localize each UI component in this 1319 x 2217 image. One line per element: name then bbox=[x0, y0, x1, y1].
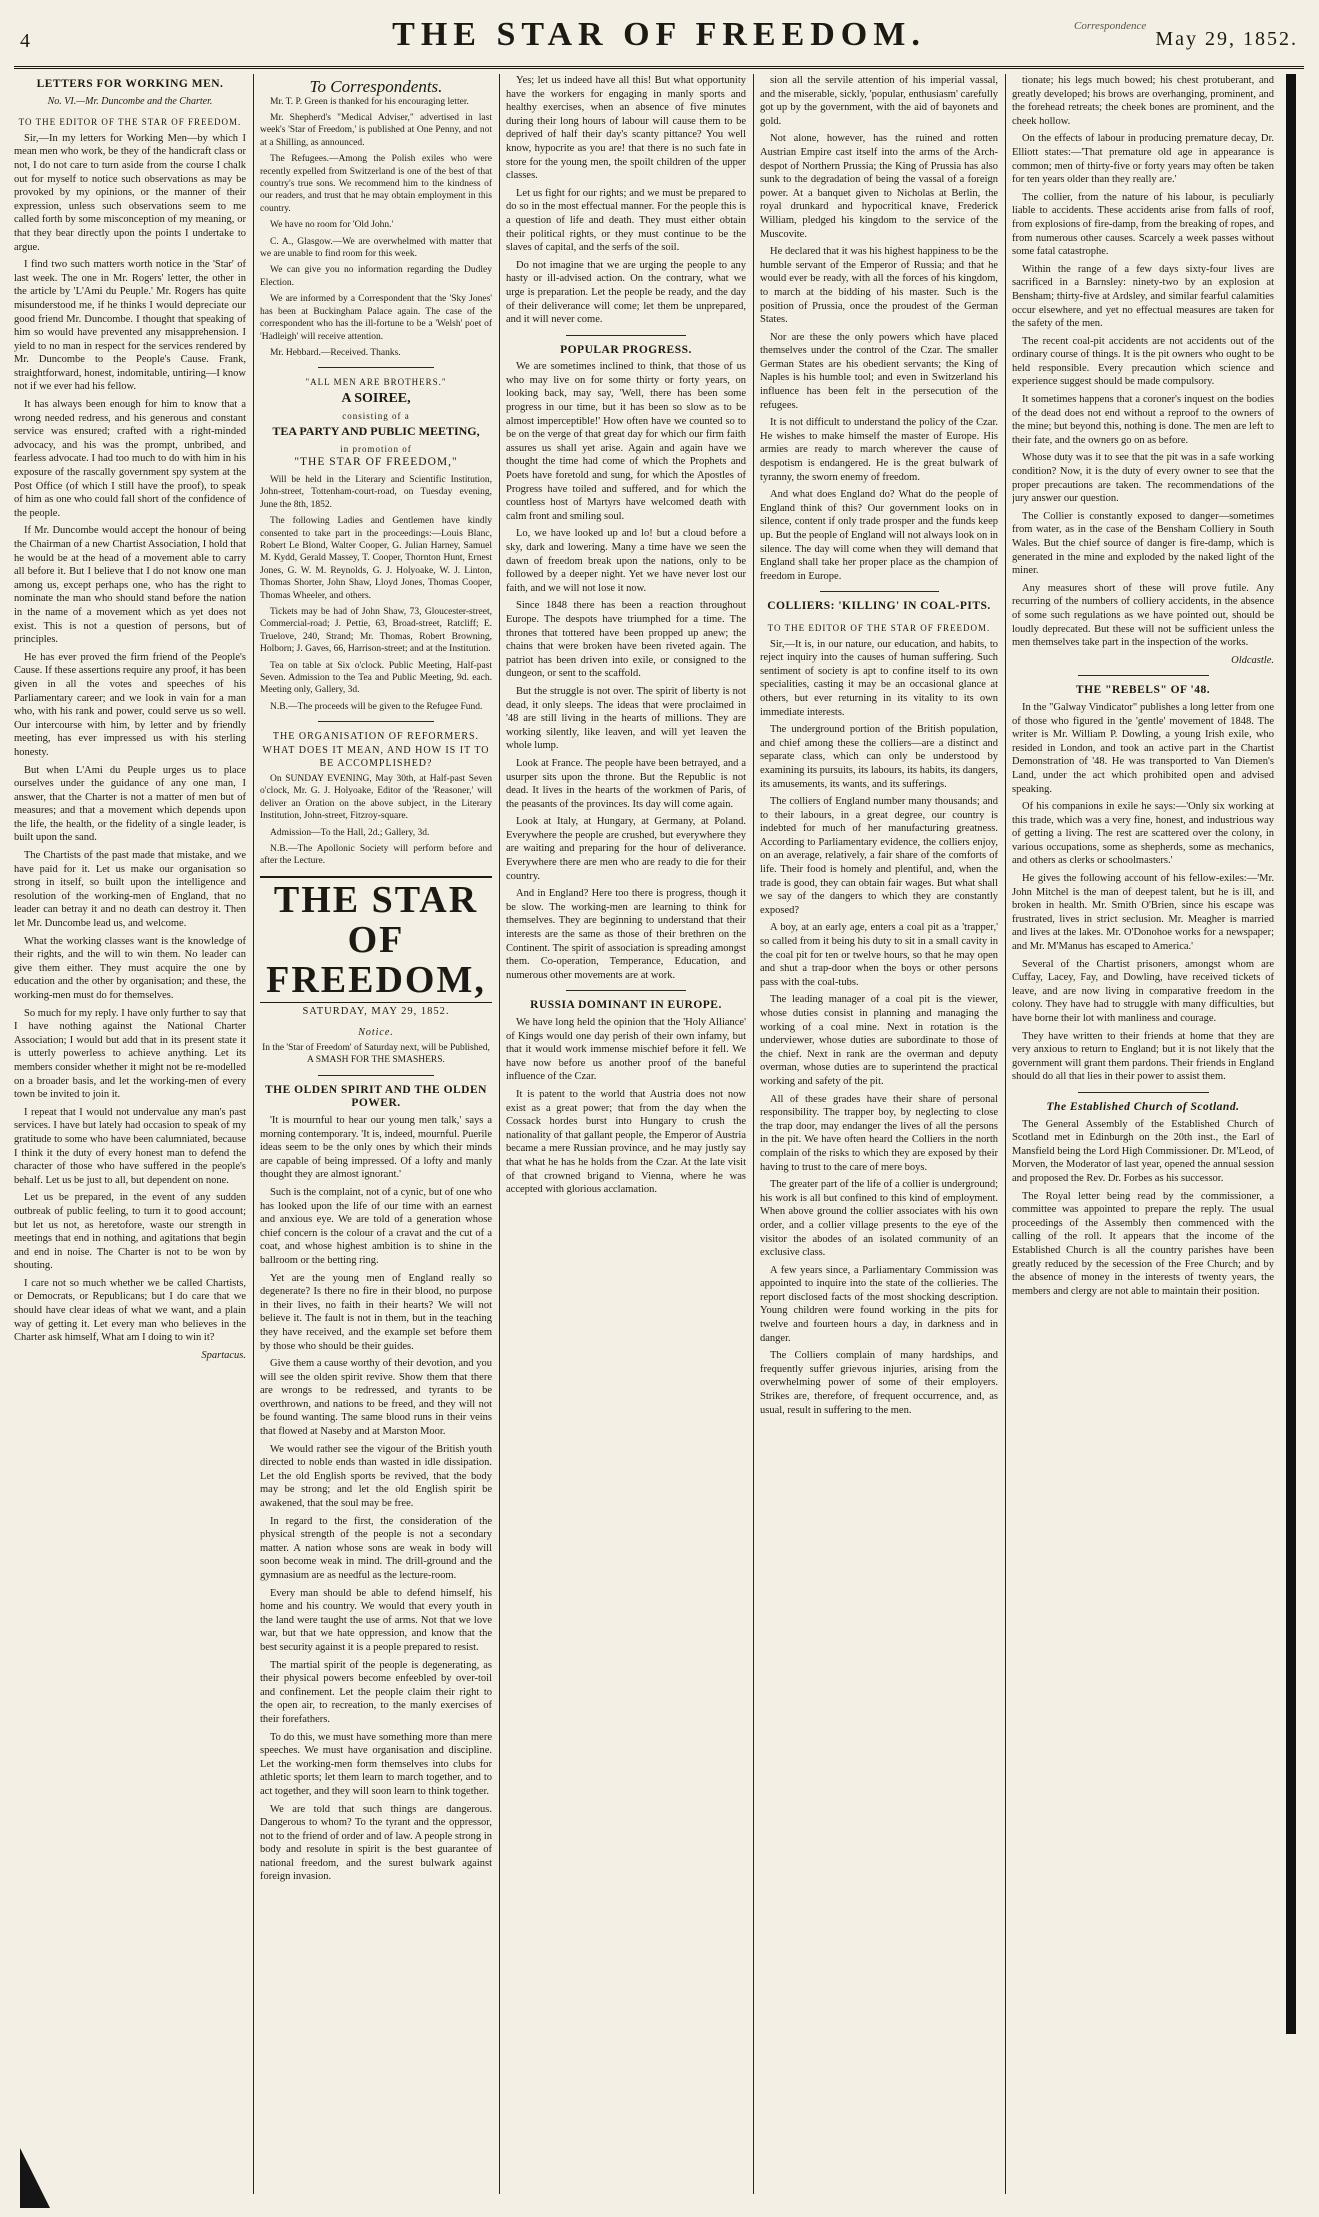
article-heading: RUSSIA DOMINANT IN EUROPE. bbox=[530, 999, 722, 1012]
column-rule bbox=[753, 74, 754, 2194]
divider bbox=[566, 990, 686, 991]
article-subheading: No. VI.—Mr. Duncombe and the Charter. bbox=[47, 95, 213, 107]
notice: We can give you no information regarding the Dudley Election. bbox=[260, 265, 492, 288]
paragraph: The underground portion of the British population, and chief among these the colliers—are a distinct and separate class, which can only be understood by examining its pursuits, its labours, its habits, its dangers, its amusements, its wants, and its sufferings. bbox=[760, 724, 998, 790]
paragraph: Such is the complaint, not of a cynic, but of one who has looked upon the life of our time with an earnest and anxious eye. We are told of a generation whose chief concern is the colour of a cravat and the cut of a coat, and whose highest ambition is to shine in the ballroom or the betting ring. bbox=[260, 1186, 492, 1266]
paragraph: Look at Italy, at Hungary, at Germany, at Poland. Everywhere the people are crushed, but everywhere they are waiting and preparing for the hour of deliverance. Everywhere there are men who are ready to die for their country. bbox=[506, 816, 746, 882]
divider bbox=[1078, 1092, 1209, 1093]
notice: Mr. T. P. Green is thanked for his encouraging letter. bbox=[270, 96, 469, 107]
paragraph: It has always been enough for him to know that a wrong needed redress, and his generous and constant service was ensured; crafted with a right-minded advocacy, and his was the prompt, unbribed, and fearless advocate. I had too much to do with him in his exposure of the rascally government spy system at the Post Office (of which I still have the proof), to speak of him as one who could fall short of the confidence of the people. bbox=[14, 399, 246, 519]
paragraph: It is patent to the world that Austria does not now exist as a great power; that from the day when the Cossack hordes burst into Hungary to crush the nationality of that gallant people, the Emperor of Austria became a mere Russian province, and he may justly say that what he has he holds from the Czar. At the late visit of that crowned brigand to Vienna, where he was accepted with glorious acclamation. bbox=[506, 1088, 746, 1196]
divider bbox=[318, 367, 434, 368]
paragraph: Give them a cause worthy of their devotion, and you will see the olden spirit revive. Show them that there are wrongs to be redressed, and tyrants to be overthrown, and nations to be freed, and they will not be found wanting. The same blood runs in their veins that flowed at Naseby and at Marston Moor. bbox=[260, 1358, 492, 1438]
paragraph: To do this, we must have something more than mere speeches. We must have organisation and discipline. Let the working-men form themselves into clubs for athletic sports; let them learn to march together, and to act together, and they will soon learn to think together. bbox=[260, 1731, 492, 1797]
paragraph: The recent coal-pit accidents are not accidents out of the ordinary course of things. It is the pit owners who ought to be held responsible. Every precaution which science and experience suggest should be made compulsory. bbox=[1012, 335, 1274, 388]
divider bbox=[566, 335, 686, 336]
addressed-to: TO THE EDITOR OF THE STAR OF FREEDOM. bbox=[18, 117, 242, 128]
paragraph: And in England? Here too there is progress, though it be slow. The working-men are learning to think for themselves. They are beginning to understand that their interests are the same as those of their brethren on the Continent. The spirit of association is spreading amongst them. Co-operation, Temperance, Education, and numerous other movements are at work. bbox=[506, 888, 746, 981]
notice: Mr. Hebbard.—Received. Thanks. bbox=[270, 347, 401, 358]
divider bbox=[820, 591, 939, 592]
column-4 bbox=[760, 74, 998, 2194]
soiree-kicker: "ALL MEN ARE BROTHERS." bbox=[305, 377, 447, 388]
paragraph: The greater part of the life of a collier is underground; his work is all but confined to this kind of employment. When above ground the collier associates with his own order, and a collier village presents to the eye of the visitor the abodes of an isolated community of an exclusive class. bbox=[760, 1179, 998, 1259]
banner-title: THE STAR OF FREEDOM, bbox=[260, 876, 492, 1003]
correspondents-heading: To Correspondents. bbox=[309, 77, 443, 96]
paragraph: The General Assembly of the Established Church of Scotland met in Edinburgh on the 20th inst., the Earl of Mansfield being the Lord High Commissioner. Dr. M'Leod, of Morven, the Moderator of last year, opened the annual session and proposed the Rev. Dr. Forbes as his successor. bbox=[1012, 1118, 1274, 1184]
masthead bbox=[14, 8, 1304, 69]
notice: We are informed by a Correspondent that the 'Sky Jones' has been at Buckingham Palace again. The case of the correspondent who has the ill-fortune to be a 'Welsh' poet of 'Hadleigh' will receive attention. bbox=[260, 294, 492, 342]
paragraph: The collier, from the nature of his labour, is peculiarly liable to accidents. These accidents arise from falls of roof, from explosions of fire-damp, from the breaking of ropes, and from numerous other causes. Scarcely a week passes without some fatal catastrophe. bbox=[1012, 191, 1274, 258]
correspondents-notices bbox=[260, 96, 492, 360]
paragraph: The Colliers complain of many hardships, and frequently suffer grievous injuries, arising from the overwhelming power of some of their employers. Strikes are, therefore, of frequent occurrence, and, as usual, result in suffering to the men. bbox=[760, 1350, 998, 1416]
paragraph: It is not difficult to understand the policy of the Czar. He wishes to make himself the master of Europe. His armies are ready to march wherever the cause of despotism is endangered. He is the great bulwark of tyranny, the sworn enemy of freedom. bbox=[760, 417, 998, 483]
paragraph: sion all the servile attention of his imperial vassal, and the miserable, sickly, 'popular, enthusiasm' carefully got up by the government, with the aid of bayonets and gold. bbox=[760, 75, 998, 127]
paragraph: The colliers of England number many thousands; and to their labours, in a great degree, our country is indebted for much of her manufacturing greatness. According to Parliamentary evidence, the colliers enjoy, on an average, relatively, a fair share of the comforts of life. Their food is homely and plentiful, and, when the trade is good, they can obtain fair wages. But what shall we say of the dangers to which they are constantly exposed? bbox=[760, 796, 998, 916]
paragraph: Within the range of a few days sixty-four lives are sacrificed in a Barnsley: ninety-two by an explosion at Bensham; thirty-five at Ardsley, and similar fearful calamities occur elsewhere, and yet no effectual measures are taken for the safety of the men. bbox=[1012, 263, 1274, 330]
column-rule bbox=[1005, 74, 1006, 2194]
column-3 bbox=[506, 74, 746, 2194]
paragraph: He has ever proved the firm friend of the People's Cause. If these assertions require any proof, it has been given in all the votes and speeches of his Parliamentary career; and we look in vain for a man who, with his rank and power, could serve us so well. Our intercourse with him, by letter and by friendly meeting, has ever impressed us with his sterling honesty. bbox=[14, 651, 246, 758]
column-rule bbox=[499, 74, 500, 2194]
paragraph: Nor are these the only powers which have placed themselves under the control of the Czar. The smaller German States are his obedient servants; the King of Naples is his humble tool; and even in Switzerland his influence has been felt in the persecution of the refugees. bbox=[760, 331, 998, 411]
paragraph: He declared that it was his highest happiness to be the humble servant of the Emperor of Russia; and that he would ever be ready, with all the forces of his kingdom, to march at the bidding of his master. Such is the position of Prussia, once the proudest of the German States. bbox=[760, 246, 998, 326]
newspaper-page bbox=[14, 8, 1304, 2208]
page-number: 4 bbox=[20, 30, 30, 52]
soiree-event: TEA PARTY AND PUBLIC MEETING, bbox=[272, 424, 480, 439]
paragraph: Not alone, however, has the ruined and rotten Austrian Empire cast itself into the arms of the Arch-despot of Northern Prussia; the King of Prussia has also sunk to the degradation of being the vassal of a foreign power. At a banquet given to Nicholas at Berlin, the royal drunkard and hypocritical knave, Frederick William, pledged his kingdom to the service of the Muscovite. bbox=[760, 133, 998, 240]
column-5 bbox=[1012, 74, 1274, 2194]
soiree-promotion: in promotion of bbox=[340, 443, 412, 454]
paragraph: The Collier is constantly exposed to danger—sometimes from water, as in the case of the Bensham Colliery in South Wales. But the chief source of danger is fire-damp, which is generated in the mine and exploded by the naked light of the miner. bbox=[1012, 510, 1274, 577]
paragraph: Sir,—It is, in our nature, our education, and habits, to reject inquiry into the causes of human suffering. Such sentiment of society is apt to confine itself to its own specialities, casting it may be an occasional glance at others, but ever returning in its vitality to its own immediate interests. bbox=[760, 638, 998, 718]
paragraph: What the working classes want is the knowledge of their rights, and the will to win them. No leader can give them either. They must acquire the one by education and the other by organisation; and these, the working-men must do for themselves. bbox=[14, 935, 246, 1001]
paragraph: Let us fight for our rights; and we must be prepared to do so in the most effectual manner. For the people this is a question of life and death. They must either obtain their political rights, or they must continue to be the slaves of capital, and the serfs of the soil. bbox=[506, 187, 746, 254]
paragraph: All of these grades have their share of personal responsibility. The trapper boy, by neglecting to close the trap door, may endanger the lives of all the persons in the pit. We have often heard the Colliers in the north complain of the risks to which they are exposed by their having to trust to the care of mere boys. bbox=[760, 1093, 998, 1173]
paragraph: But when L'Ami du Peuple urges us to place ourselves under the guidance of any one man, I answer, that the Charter is not a matter of men but of measures; and that a movement which depends upon the life, the health, or the fidelity of a single leader, is built upon the sand. bbox=[14, 764, 246, 844]
paragraph: A few years since, a Parliamentary Commission was appointed to inquire into the state of the collieries. The report disclosed facts of the most shocking description. Young children were found working in the pits for twelve and fourteen hours a day, in darkness and in danger. bbox=[760, 1264, 998, 1344]
paragraph: Do not imagine that we are urging the people to any hasty or ill-advised action. On the contrary, what we urge is preparation. Let the people be ready, and the day of their deliverance will come; let them be unprepared, and it will never come. bbox=[506, 259, 746, 326]
paragraph: We would rather see the vigour of the British youth directed to noble ends than wasted in idle dissipation. Let the old English sports be revived, that the body may be strong; and let the old English spirit be awakened, that the soul may be free. bbox=[260, 1443, 492, 1510]
soiree-time: Tea on table at Six o'clock. Public Meeting, Half-past Seven. Admission to the Tea and Public Meeting, 9d. each. Meeting only, Gallery, 3d. bbox=[260, 660, 492, 696]
article-heading: COLLIERS: 'KILLING' IN COAL-PITS. bbox=[767, 600, 991, 613]
paragraph: In the "Galway Vindicator" publishes a long letter from one of those who figured in the 'gentle' movement of 1848. The writer is Mr. William P. Dowling, a young Irish exile, who resided in London, and took an active part in the Chartist Demonstration of '48. He was transported to Van Diemen's Land, under the act which prohibited open and advised speaking. bbox=[1012, 701, 1274, 795]
paragraph: We are sometimes inclined to think, that those of us who may live on for some thirty or forty years, on looking back, may say, 'Well, there has been some progress in our time, but it has been so slow as to be almost imperceptible!' How often have we counted so to be on the verge of that great day for which our firm faith assures us shall yet arise. Again and again have we thought the time had come of which the Prophets and Poets have foretold and sung, for which the Apostles of Progress have toiled and suffered, and for which the countless host of Martyrs have welcomed death with calm front and smiling soul. bbox=[506, 361, 746, 522]
article-heading: The Established Church of Scotland. bbox=[1046, 1100, 1240, 1113]
paragraph: Yes; let us indeed have all this! But what opportunity have the workers for engaging in manly sports and healthy exercises, when an absence of five minutes during their long hours of labour will cause them to be deprived of half their day's scanty pittance? You well know, hypocrite as you are! that there is no such fate in store for the young men, the spoilt children of the upper classes. bbox=[506, 75, 746, 182]
soiree-consisting: consisting of a bbox=[342, 410, 410, 421]
organisation-title: THE ORGANISATION OF REFORMERS. WHAT DOES IT MEAN, AND HOW IS IT TO BE ACCOMPLISHED? bbox=[262, 731, 490, 770]
paragraph: I repeat that I would not undervalue any man's past services. I have but lately had occasion to speak of my gratitude to some who have been calumniated, because I think it the duty of every honest man to defend the character of those who have suffered in the people's behalf. Let us be just to all, but dependent on none. bbox=[14, 1106, 246, 1186]
paragraph: The Royal letter being read by the commissioner, a committee was appointed to prepare the reply. The usual proceedings of the Assembly then commenced with the calling of the roll. It appears that the income of the Established Church is all the country parishes have been greatly reduced by the secession of the Free Church; and by the absence of money in the interests of twenty years, the members and clergy are not able to maintain their position. bbox=[1012, 1190, 1274, 1297]
paragraph: Since 1848 there has been a reaction throughout Europe. The despots have triumphed for a time. The thrones that tottered have been propped up anew; the chains that were broken have been riveted again. The patriot has been driven into exile, or consigned to the dungeon, or sent to the scaffold. bbox=[506, 600, 746, 680]
paragraph: A boy, at an early age, enters a coal pit as a 'trapper,' so called from it being his duty to sit in a small cavity in the coal pit for ten or twelve hours, so that he may open and shut a trap-door when the boys or other persons pass with the coal-tubs. bbox=[760, 922, 998, 988]
paragraph: In regard to the first, the consideration of the physical strength of the people is not a secondary matter. A nation whose sons are weak in body will soon become weak in mind. The drill-ground and the gymnasium are as needful as the lecture-room. bbox=[260, 1515, 492, 1581]
paragraph: Yet are the young men of England really so degenerate? Is there no fire in their blood, no purpose in their lives, no faith in their hearts? We will not believe it. The fault is not in them, but in the teaching they have received, and the example set before them by those who should be their guides. bbox=[260, 1272, 492, 1352]
soiree-body bbox=[260, 474, 492, 713]
paragraph: He gives the following account of his fellow-exiles:—'Mr. John Mitchel is the man of deepest talent, but he is ill, and broken in health. Mr. Smith O'Brien, since his escape was frustrated, lives in strict seclusion. Mr. Meagher is married and lives at the lakes. Mr. O'Donohoe works for a newspaper; and Mr. M'Manus has escaped to America.' bbox=[1012, 873, 1274, 953]
paragraph: Several of the Chartist prisoners, amongst whom are Cuffay, Lacey, Fay, and Dowling, have received tickets of leave, and are now living in comparative freedom in the colony. They have had to struggle with many difficulties, but have borne their lot with manliness and courage. bbox=[1012, 958, 1274, 1024]
addressed-to: TO THE EDITOR OF THE STAR OF FREEDOM. bbox=[767, 622, 991, 633]
paragraph: The leading manager of a coal pit is the viewer, whose duties consist in planning and managing the working of a coal mine. Next in rotation is the underviewer, whose duties are subordinate to those of the chief. Next in rank are the overman and deputy overman, whose duties are to superintend the practical working and safety of the pit. bbox=[760, 994, 998, 1087]
torn-corner bbox=[20, 2148, 50, 2208]
divider bbox=[1078, 675, 1209, 676]
article-heading: THE "REBELS" OF '48. bbox=[1075, 684, 1211, 697]
notice: Mr. Shepherd's "Medical Adviser," advertised in last week's 'Star of Freedom,' is published at One Penny, and not at a Shilling, as announced. bbox=[260, 113, 492, 148]
signature: Spartacus. bbox=[201, 1349, 246, 1361]
paragraph: 'It is mournful to hear our young men talk,' says a morning contemporary. 'It is, indeed, mournful. Puerile ideas seem to be the only ones by which their minds are capable of being impressed. Of a lofty and manly thought they are almost ignorant.' bbox=[260, 1115, 492, 1181]
notice: C. A., Glasgow.—We are overwhelmed with matter that we are unable to find room for this week. bbox=[260, 236, 492, 260]
paragraph: Lo, we have looked up and lo! but a cloud before a sky, dark and lowering. Many a time have we seen the dawn of freedom break upon the nations, only to be followed by a deeper night. Yet we have never lost our faith, and we will not lose it now. bbox=[506, 528, 746, 594]
paragraph: Whose duty was it to see that the pit was in a safe working condition? Now, it is the duty of every owner to see that the proper precautions are taken. The recommendations of the jury answer our question. bbox=[1012, 452, 1274, 505]
paragraph: The martial spirit of the people is degenerating, as their physical powers become enfeebled by over-toil and confinement. Let the people claim their right to the open air, to recreation, to the manly exercises of their forefathers. bbox=[260, 1659, 492, 1725]
soiree-title: A SOIREE, bbox=[341, 390, 411, 406]
organisation-body bbox=[260, 773, 492, 868]
divider bbox=[318, 1075, 434, 1076]
soiree-paper: "THE STAR OF FREEDOM," bbox=[294, 456, 458, 469]
paragraph: They have written to their friends at home that they are very anxious to return to England; but it is not likely that the government will grant them pardons. Their friends in England should do all that lies in their power to assist them. bbox=[1012, 1030, 1274, 1083]
paragraph: So much for my reply. I have only further to say that I have nothing against the National Charter Association; I would but add that in its present state it is utterly powerless to achieve anything. Let its members consider whether it might not be re-modelled on a broader basis, and let the working-men of every town be invited to join it. bbox=[14, 1007, 246, 1101]
paragraph: tionate; his legs much bowed; his chest protuberant, and greatly developed; his brows are overhanging, prominent, and the forehead retreats; the cheek bones are prominent, and the cheek hollow. bbox=[1012, 75, 1274, 127]
paragraph: If Mr. Duncombe would accept the honour of being the Chairman of a new Chartist Association, I hold that he would be at the head of a movement able to carry all before it. But I believe that I do not know one man among us, except perhaps one, who has the right to nominate the man who should stand before the nation in the name of a movement which as yet does not exist. This is not a question of persons, but of principles. bbox=[14, 525, 246, 646]
paragraph: We are told that such things are dangerous. Dangerous to whom? To the tyrant and the oppressor, not to the friend of order and of law. A people strong in body and resolute in spirit is the best guarantee of national freedom, and the surest bulwark against foreign invasion. bbox=[260, 1803, 492, 1883]
handwritten-annotation: Correspondence bbox=[1074, 20, 1147, 32]
organisation-admission: Admission—To the Hall, 2d.; Gallery, 3d. bbox=[270, 827, 430, 838]
column-2 bbox=[260, 74, 492, 2194]
page-edge-shadow bbox=[1286, 74, 1296, 2034]
soiree-details: Will be held in the Literary and Scientific Institution, John-street, Tottenham-court-road, on Tuesday evening, June the 8th, 1852. bbox=[260, 474, 492, 510]
banner-dateline: SATURDAY, MAY 29, 1852. bbox=[302, 1005, 450, 1017]
paragraph: It sometimes happens that a coroner's inquest on the bodies of the dead does not end without a reproof to the owners of the mine; but beyond this, nothing is done. The men are left to their fate, and the owners go on as before. bbox=[1012, 394, 1274, 446]
article-heading: POPULAR PROGRESS. bbox=[560, 343, 692, 356]
paragraph: And what does England do? What do the people of England think of this? Our government looks on in silence, content if only trade prosper and the funds keep up. But the people of England will not always look on in silence. The day will come when they will demand that England shall take her proper place as the champion of freedom in Europe. bbox=[760, 489, 998, 582]
paragraph: Any measures short of these will prove futile. Any recurring of the numbers of colliery accidents, in the absence of some such regulations as we have pointed out, should be loudly deprecated. But these will not be sufficient unless the men themselves take part in the inspection of the works. bbox=[1012, 582, 1274, 649]
signature: Oldcastle. bbox=[1231, 654, 1274, 666]
newspaper-title: THE STAR OF FREEDOM. bbox=[392, 16, 926, 53]
banner-notice: In the 'Star of Freedom' of Saturday next, will be Published, A SMASH FOR THE SMASHERS. bbox=[262, 1043, 490, 1066]
soiree-note: N.B.—The proceeds will be given to the Refugee Fund. bbox=[270, 701, 483, 712]
issue-date: May 29, 1852. bbox=[1155, 28, 1298, 50]
columns bbox=[14, 74, 1304, 2194]
paragraph: Let us be prepared, in the event of any sudden outbreak of public feeling, to turn it to good account; but let us not, as heretofore, waste our strength in meetings that end in nothing, and agitations that begin and end in noise. The Charter is not to be won by shouting. bbox=[14, 1192, 246, 1272]
paragraph: Look at France. The people have been betrayed, and a usurper sits upon the throne. But the Republic is not dead. It lives in the hearts of the workmen of Paris, of the peasants of the provinces. Its day will come again. bbox=[506, 757, 746, 810]
soiree-tickets: Tickets may be had of John Shaw, 73, Gloucester-street, Commercial-road; J. Pettie, 63, Broad-street, Ratcliff; E. Truelove, 240, Strand; Mr. Thomas, Robert Browning, Holborn; J. Gaves, 66, Harrison-street; and at the Institution. bbox=[260, 606, 492, 655]
paragraph: Every man should be able to defend himself, his home and his country. We would that every youth in the land were taught the use of arms. Not that we love war, but that we hate oppression, and know that the best security against it is a people prepared to resist. bbox=[260, 1587, 492, 1653]
paragraph: But the struggle is not over. The spirit of liberty is not dead, it only sleeps. The ideas that were proclaimed in '48 are still living in the hearts of millions. They are working silently, like leaven, and will yet leaven the whole lump. bbox=[506, 685, 746, 752]
organisation-note: N.B.—The Apollonic Society will perform before and after the Lecture. bbox=[260, 844, 492, 867]
notice: We have no room for 'Old John.' bbox=[270, 220, 394, 231]
notice: The Refugees.—Among the Polish exiles who were recently expelled from Switzerland is one of the best of that country's true sons. We recommend him to the kindness of our readers, and trust that he may obtain employment in this country. bbox=[260, 154, 492, 214]
column-1 bbox=[14, 74, 246, 2194]
banner-notice-label: Notice. bbox=[358, 1027, 394, 1039]
paragraph: On the effects of labour in producing premature decay, Dr. Elliott states:—'That premature old age in appearance is common; men of thirty-five or forty years may often be taken for ten years older than they really are.' bbox=[1012, 133, 1274, 186]
organisation-text: On SUNDAY EVENING, May 30th, at Half-past Seven o'clock, Mr. G. J. Holyoake, Editor of the 'Reasoner,' will deliver an Oration on the above subject, in the Literary Institution, John-street, Fitzroy-square. bbox=[260, 773, 492, 822]
paragraph: We have long held the opinion that the 'Holy Alliance' of Kings would one day perish of their own infamy, but that it would work immense mischief before it fell. We have now before us another proof of the baneful influence of the Czar. bbox=[506, 1017, 746, 1083]
paragraph: I find two such matters worth notice in the 'Star' of last week. The one in Mr. Rogers' letter, the other in the article by 'L'Ami du Peuple.' Mr. Rogers has quite misunderstood me, if he thinks I would depreciate our good friend Mr. Duncombe. I thought that speaking of him so would have prevented any misapprehension. I yield to no man in respect for the services rendered by Mr. Duncombe to the People's Cause. Frank, straightforward, honest, indomitable, untiring—I know not if we ever had his fellow. bbox=[14, 259, 246, 393]
paragraph: I care not so much whether we be called Chartists, or Democrats, or Republicans; but I do care that we should have clear ideas of what we want, and a plain way of getting it. Let every man who believes in the Charter ask himself, What am I doing to win it? bbox=[14, 1277, 246, 1344]
divider bbox=[318, 721, 434, 722]
paragraph: The Chartists of the past made that mistake, and we have paid for it. Let us make our organisation so strong in itself, so built upon the intelligence and resolution of the working-men of England, that no leader can betray it and no death can destroy it. Then let Mr. Duncombe lead us, and welcome. bbox=[14, 850, 246, 930]
editorial-title: THE OLDEN SPIRIT AND THE OLDEN POWER. bbox=[265, 1083, 487, 1110]
soiree-list: The following Ladies and Gentlemen have kindly consented to take part in the proceedings:—Louis Blanc, Robert Le Blond, Walter Cooper, G. Julian Harney, Samuel M. Kydd, Gerald Massey, T. Cooper, Thornton Hunt, Ernest Jones, G. W. M. Reynolds, G. J. Holyoake, W. J. Linton, Thomas Shorter, John Shaw, Lloyd Jones, Thomas Cooper, Thomas Wheeler, and others. bbox=[260, 516, 492, 601]
paragraph: Sir,—In my letters for Working Men—by which I mean men who work, be they of the handicraft class or not, I do not care to turn aside from the course I chalk out for myself to notice such observations as may be provoked by my opinions, or the manner of their expression, unless such observations seem to me called forth by some misconception of my meaning, or that they bear directly upon the points I undertake to argue. bbox=[14, 132, 246, 253]
paragraph: Of his companions in exile he says:—'Only six working at this trade, which was a very fine, honest, and industrious way of getting a living. The rest are scattered over the colony, in various occupations, some as shepherds, some as mechanics, and others as clerks or schoolmasters.' bbox=[1012, 801, 1274, 867]
column-rule bbox=[253, 74, 254, 2194]
article-heading: LETTERS FOR WORKING MEN. bbox=[36, 78, 224, 90]
